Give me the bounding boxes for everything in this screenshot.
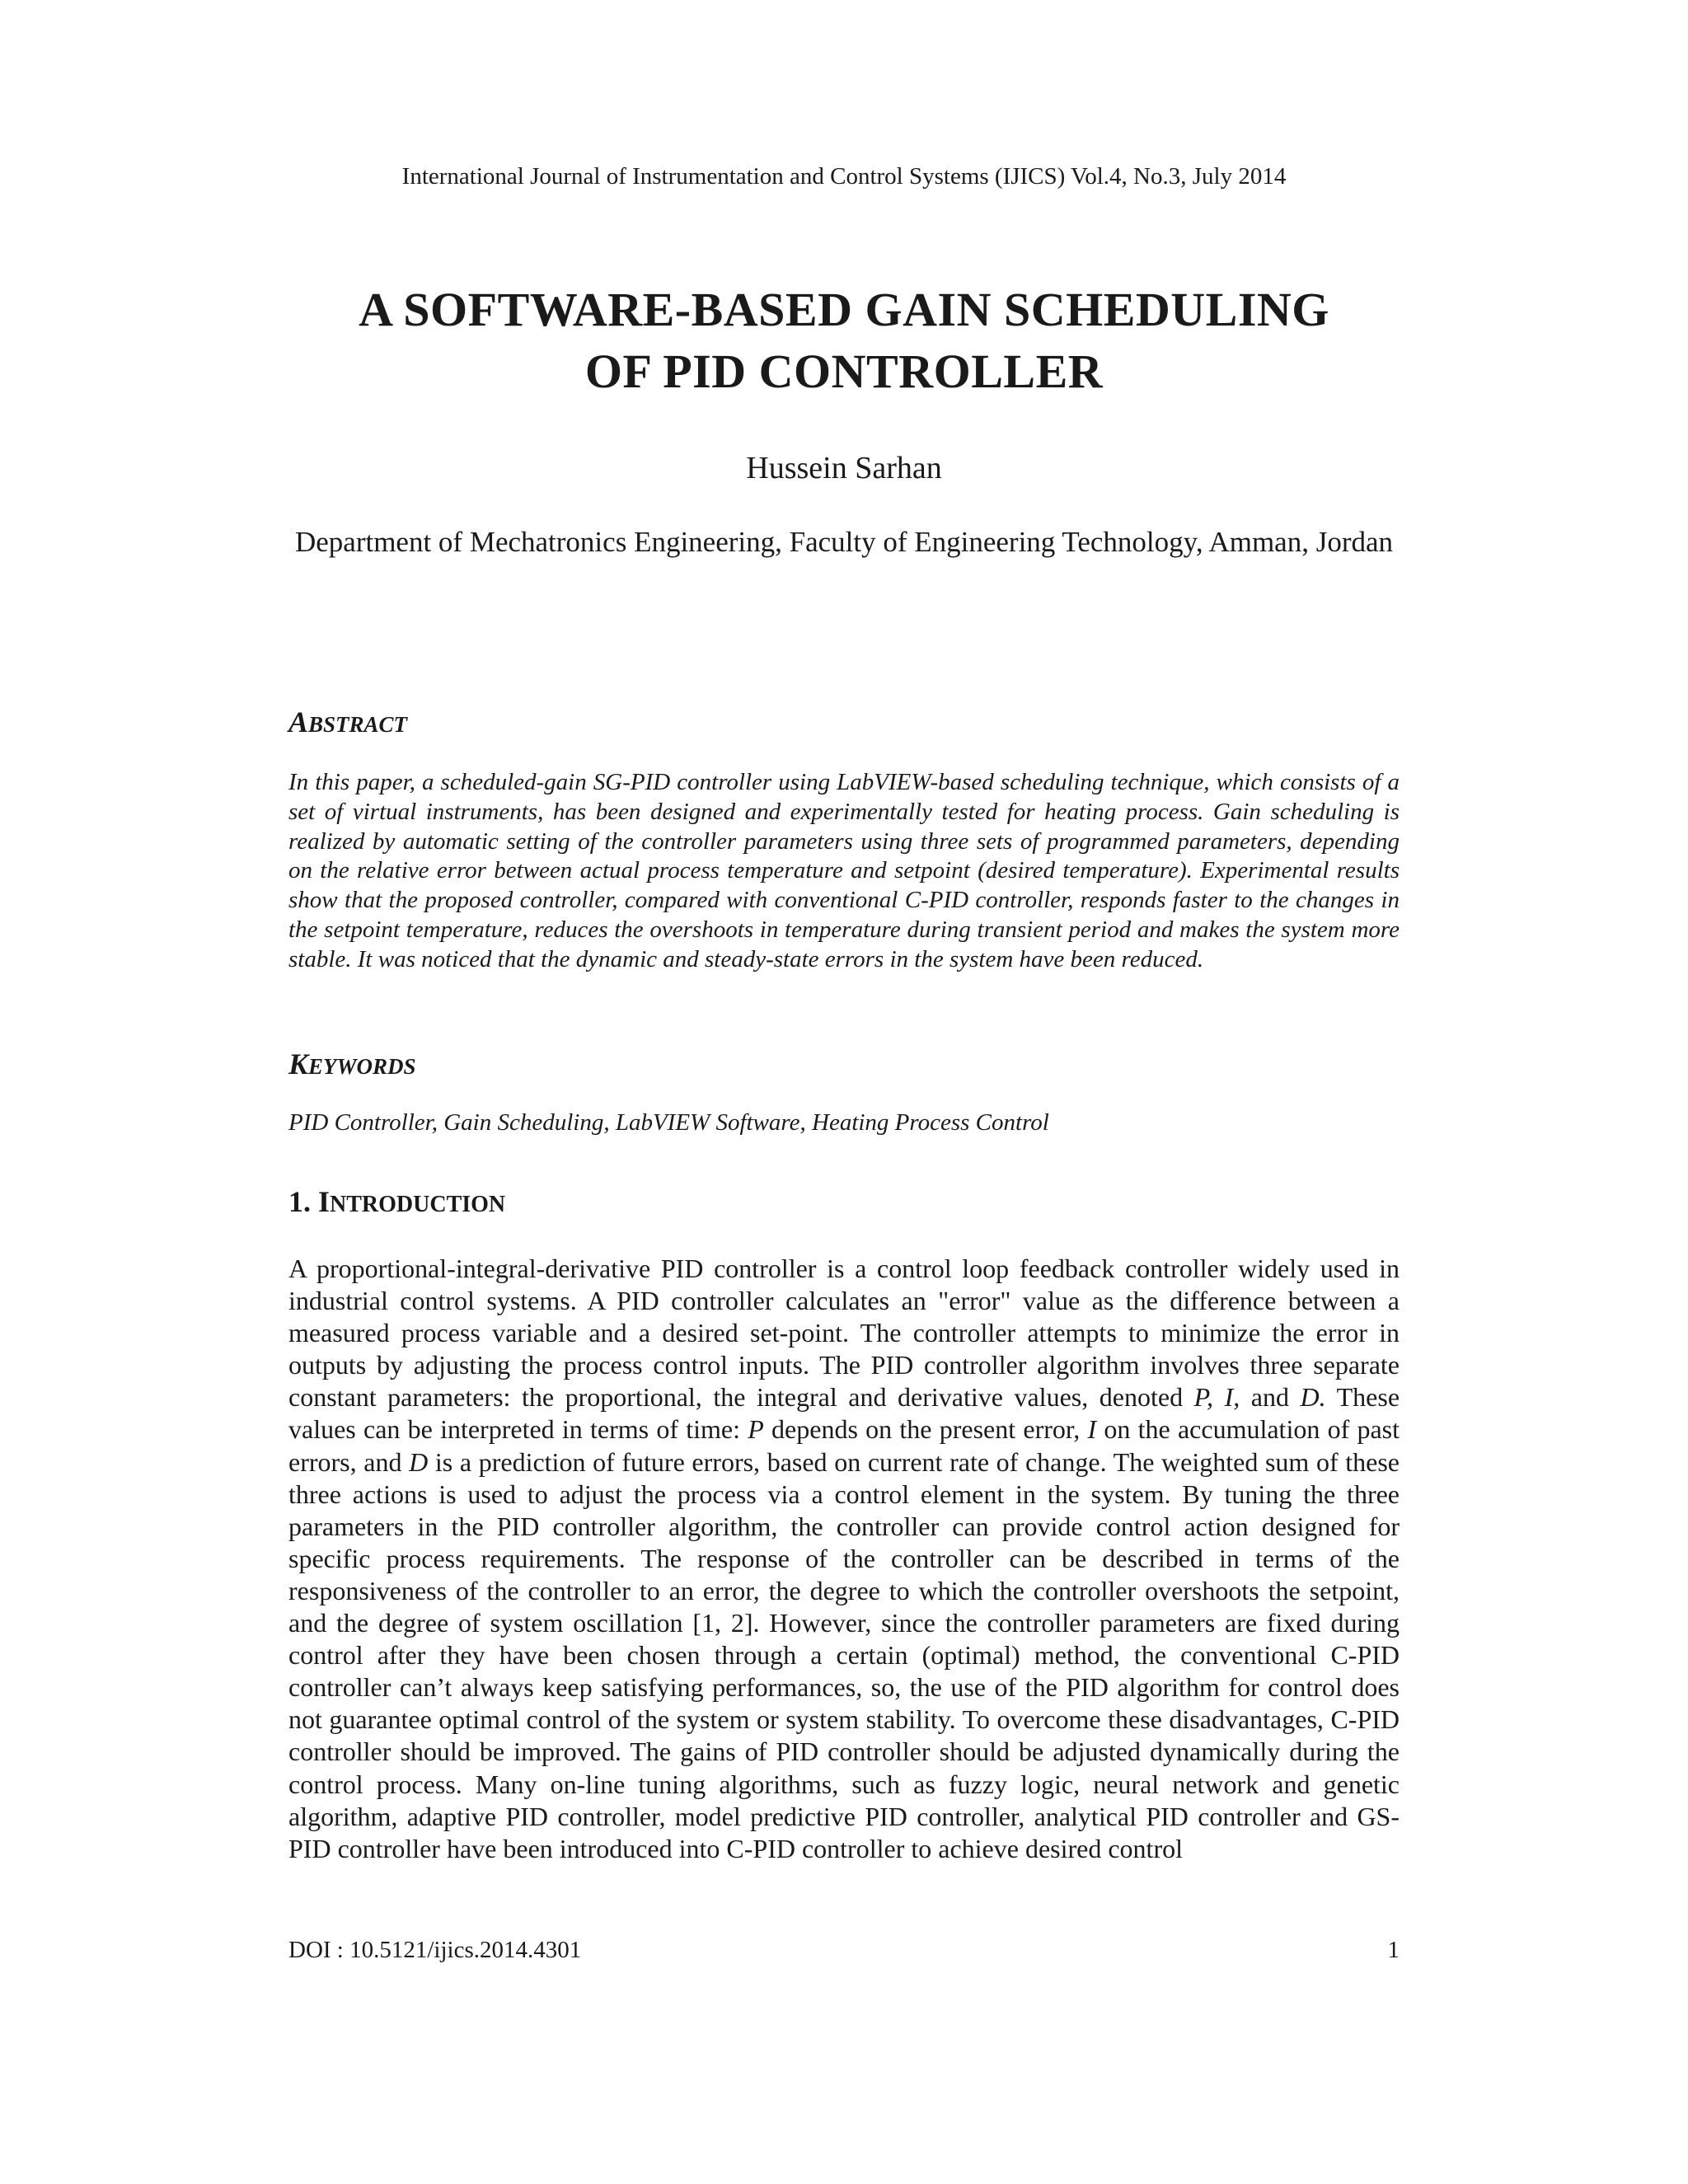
introduction-heading: 1. INTRODUCTION: [288, 1185, 506, 1218]
paper-title: [0, 279, 1688, 402]
page-number: 1: [1387, 1937, 1400, 1963]
abstract-heading: ABSTRACT: [288, 705, 408, 738]
abstract-text: In this paper, a scheduled-gain SG-PID controller using LabVIEW-based scheduling technique, which consists of a set of virtual instruments, has been designed and experimentally tested for heating process. Gain scheduling is realized by automatic setting of the controller parameters using three sets of programmed parameters, depending on the relative error between actual process temperature and setpoint (desired temperature). Experimental results show that the proposed controller, compared with conventional C-PID controller, responds faster to the changes in the setpoint temperature, reduces the overshoots in temperature during transient period and makes the system more stable. It was noticed that the dynamic and steady-state errors in the system have been reduced.: [288, 769, 1400, 972]
introduction-body: [288, 1253, 1400, 1865]
running-header: International Journal of Instrumentation and Control Systems (IJICS) Vol.4, No.3, July 2014: [401, 163, 1287, 190]
abstract-section: [288, 705, 1400, 742]
title-line-2: OF PID CONTROLLER: [584, 344, 1104, 398]
keywords-text: PID Controller, Gain Scheduling, LabVIEW Software, Heating Process Control: [288, 1109, 1049, 1136]
introduction-section: [288, 1183, 1400, 1223]
symbol-d: D: [409, 1446, 429, 1477]
title-line-1: A SOFTWARE-BASED GAIN SCHEDULING: [359, 283, 1329, 336]
keywords-section: [288, 1047, 1400, 1084]
doi-footer: DOI : 10.5121/ijics.2014.4301: [288, 1937, 582, 1963]
symbol-d: D.: [1300, 1382, 1326, 1413]
author-affiliation: Department of Mechatronics Engineering, Faculty of Engineering Technology, Amman, Jordan: [294, 526, 1394, 558]
abstract-body: [288, 768, 1400, 975]
symbol-i: I,: [1224, 1382, 1240, 1413]
symbol-i: I: [1087, 1414, 1097, 1445]
keywords-body: [288, 1108, 1400, 1138]
symbol-p: P: [748, 1414, 764, 1445]
introduction-paragraph: A proportional-integral-derivative PID controller is a control loop feedback controller widely used in industrial control systems. A PID controller calculates an "error" value as the difference between a measured process variable and a desired set-point. The controller attempts to minimize the error in outputs by adjusting the process control inputs. The PID controller algorithm involves three separate constant parameters: the proportional, the integral and derivative values, denoted P, I, and D. These values can be interpreted in terms of time: P depends on the present error, I on the accumulation of past errors, and D is a prediction of future errors, based on current rate of change. The weighted sum of these three actions is used to adjust the process via a control element in the system. By tuning the three parameters in the PID controller algorithm, the controller can provide control action designed for specific process requirements. The response of the controller can be described in terms of the responsiveness of the controller to an error, the degree to which the controller overshoots the setpoint, and the degree of system oscillation [1, 2]. However, since the controller parameters are fixed during control after they have been chosen through a certain (optimal) method, the conventional C-PID controller can’t always keep satisfying performances, so, the use of the PID algorithm for control does not guarantee optimal control of the system or system stability. To overcome these disadvantages, C-PID controller should be improved. The gains of PID controller should be adjusted dynamically during the control process. Many on-line tuning algorithms, such as fuzzy logic, neural network and genetic algorithm, adaptive PID controller, model predictive PID controller, analytical PID controller and GS-PID controller have been introduced into C-PID controller to achieve desired control: [288, 1254, 1400, 1863]
keywords-heading: KEYWORDS: [288, 1047, 416, 1080]
symbol-p: P,: [1193, 1382, 1214, 1413]
author-name: Hussein Sarhan: [746, 451, 942, 485]
